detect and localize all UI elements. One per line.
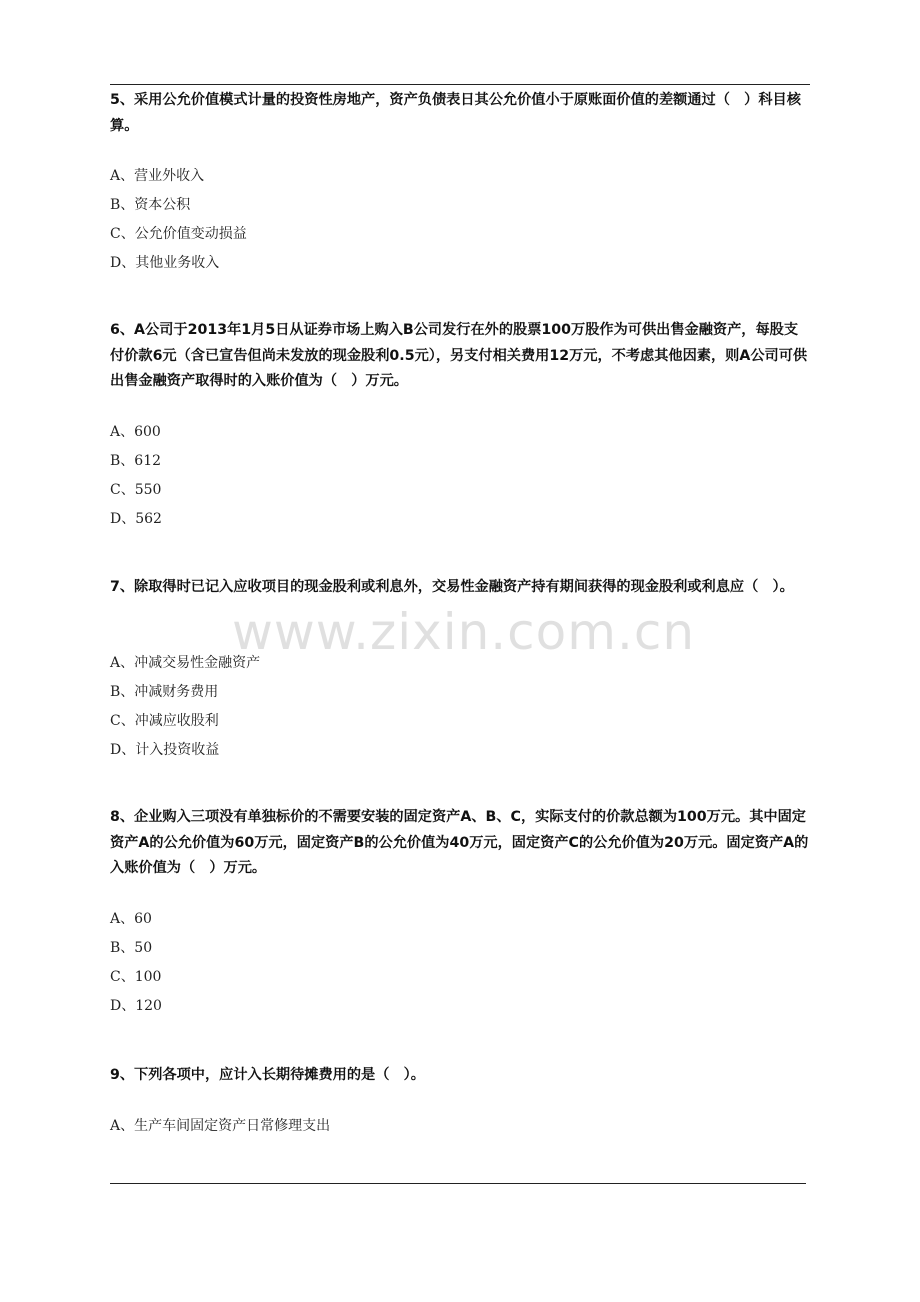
- question-5-option-a: A、营业外收入: [110, 168, 205, 184]
- question-8-text: 8、企业购入三项没有单独标价的不需要安装的固定资产A、B、C，实际支付的价款总额为100万元。其中固定资产A的公允价值为60万元，固定资产B的公允价值为40万元，固定资产C的公允价值为20万元。固定资产A的入账价值为（ ）万元。: [110, 809, 809, 876]
- question-5-option-d: D、其他业务收入: [110, 255, 220, 271]
- question-6-option-a: A、600: [110, 424, 161, 440]
- question-8-option-d: D、120: [110, 998, 162, 1014]
- question-6-text: 6、A公司于2013年1月5日从证券市场上购入B公司发行在外的股票100万股作为可供出售金融资产，每股支付价款6元（含已宣告但尚未发放的现金股利0.5元），另支付相关费用12万元，不考虑其他因素，则A公司可供出售金融资产取得时的入账价值为（ ）万元。: [110, 322, 808, 389]
- question-7-option-a: A、冲减交易性金融资产: [110, 655, 261, 671]
- question-8-option-b: B、50: [110, 940, 153, 956]
- question-6-option-d: D、562: [110, 511, 162, 527]
- question-9-option-a: A、生产车间固定资产日常修理支出: [110, 1118, 331, 1134]
- question-5-option-b: B、资本公积: [110, 197, 191, 213]
- top-rule: [110, 84, 810, 85]
- bottom-rule: [110, 1183, 806, 1184]
- question-6-option-c: C、550: [110, 482, 162, 498]
- question-7-option-d: D、计入投资收益: [110, 742, 220, 758]
- question-8-option-c: C、100: [110, 969, 162, 985]
- watermark: www.zixin.com.cn: [232, 603, 696, 661]
- question-7-option-b: B、冲减财务费用: [110, 684, 219, 700]
- question-5-option-c: C、公允价值变动损益: [110, 226, 247, 242]
- question-8-option-a: A、60: [110, 911, 152, 927]
- question-7-option-c: C、冲减应收股利: [110, 713, 219, 729]
- question-9-text: 9、下列各项中，应计入长期待摊费用的是（ ）。: [110, 1067, 425, 1083]
- question-7-text: 7、除取得时已记入应收项目的现金股利或利息外，交易性金融资产持有期间获得的现金股利或利息应（ ）。: [110, 579, 794, 595]
- question-5-text: 5、采用公允价值模式计量的投资性房地产，资产负债表日其公允价值小于原账面价值的差额通过（ ）科目核算。: [110, 92, 801, 134]
- question-6-option-b: B、612: [110, 453, 162, 469]
